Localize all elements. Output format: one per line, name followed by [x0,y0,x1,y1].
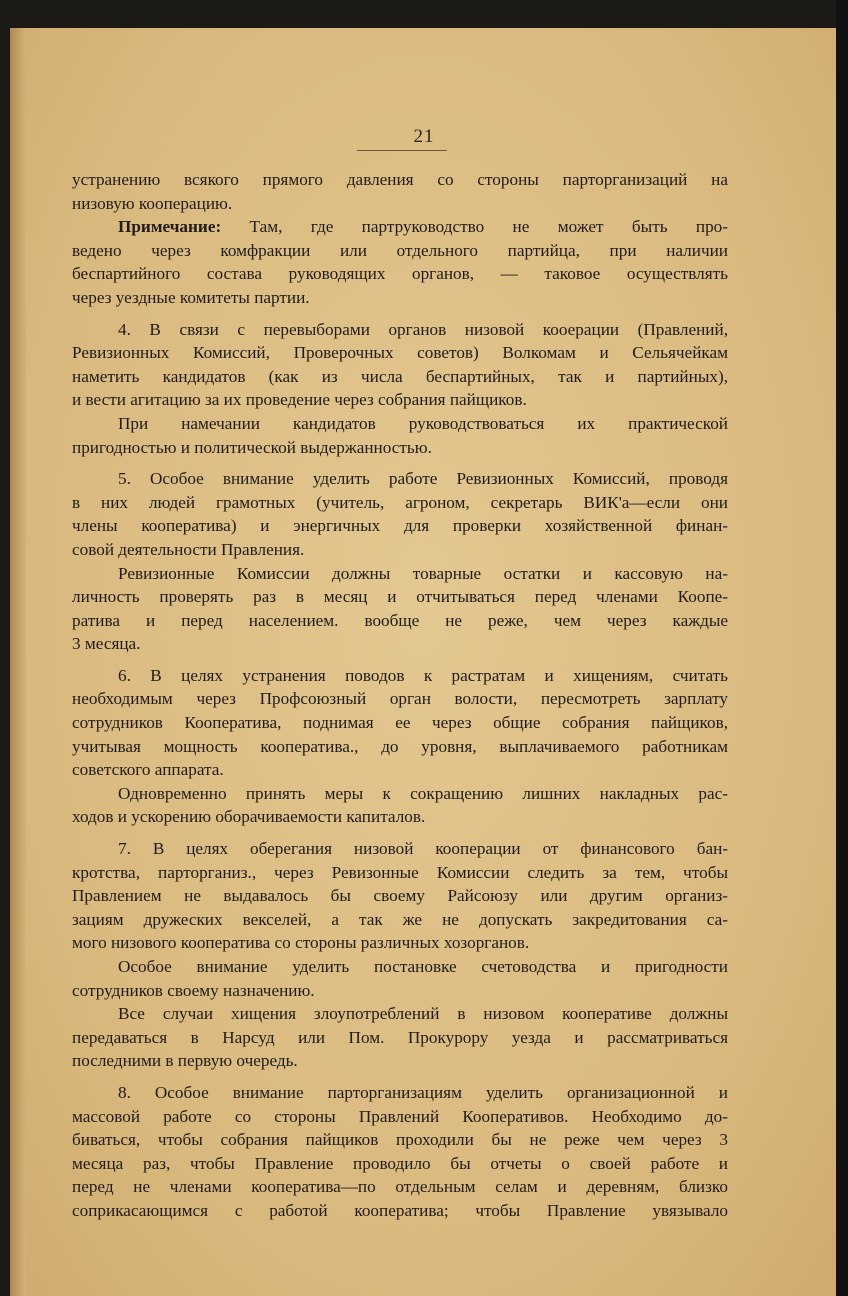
text-line: советского аппарата. [72,760,224,780]
text-line: совой деятельности Правления. [72,539,305,559]
text-line: в них людей грамотных (учитель, агроном, секретарь ВИК'а—если они [72,492,728,512]
text-line: беспартийного состава руководящих органов, — таковое осуществлять [72,264,728,284]
note-label: Примечание: [118,217,222,237]
note-line [72,215,728,239]
text-line: кротства, парторганиз., через Ревизонные Комиссии следить за тем, чтобы [72,862,728,882]
text-line: пригодностью и политической выдержанностью. [72,437,432,457]
text-line: передаваться в Нарсуд или Пом. Прокурору уезда и рассматриваться [72,1027,728,1047]
page-number-rule [357,150,447,151]
text-line: члены кооператива) и энергичных для проверки хозяйственной финан- [72,516,728,536]
text-line: низовую кооперацию. [72,193,233,213]
paragraph-start: 6. В целях устранения поводов к растратам и хищениям, считать [118,665,728,685]
text-line: ведено через комфракции или отдельного партийца, при наличии [72,240,728,260]
paragraph-start: 5. Особое внимание уделить работе Ревизионных Комиссий, проводя [118,469,728,489]
paragraph-start: Все случаи хищения злоупотреблений в низовом кооперативе должны [118,1004,728,1024]
scan-border [836,0,848,1296]
text-line: последними в первую очередь. [72,1051,298,1071]
note-text: Там, где партруководство не может быть про- [249,217,728,237]
text-line: ратива и перед населением. вообще не реже, чем через каждые [72,610,728,630]
text-line: перед не членами кооператива—по отдельным селам и деревням, близко [72,1177,728,1197]
text-line: соприкасающимся с работой кооператива; чтобы Правление увязывало [72,1200,728,1220]
text-line: 3 месяца. [72,634,141,654]
text-line: сотрудников Кооператива, поднимая ее через общие собрания пайщиков, [72,713,728,733]
text-line: массовой работе со стороны Правлений Кооперативов. Необходимо до- [72,1106,728,1126]
text-line: устранению всякого прямого давления со стороны парторганизаций на [72,170,728,189]
page-spine-shadow [10,28,26,1296]
text-line: Правлением не выдавалось бы своему Райсоюзу или другим организ- [72,886,728,906]
paragraph-start: Особое внимание уделить постановке счетоводства и пригодности [118,957,728,976]
text-line: наметить кандидатов (как из числа беспартийных, так и партийных), [72,366,728,386]
paragraph-start: Одновременно принять меры к сокращению лишних накладных рас- [118,783,728,803]
page-number: 21 [413,126,435,147]
paragraph-start: 4. В связи с перевыборами органов низовой кооерации (Правлений, [118,319,728,339]
page-body [72,168,728,1223]
paragraph-start: Ревизионные Комиссии должны товарные остатки и кассовую на- [118,563,728,583]
text-line: необходимым через Профсоюзный орган волости, пересмотреть зарплату [72,689,728,709]
text-line: мого низового кооператива со стороны различных хозорганов. [72,933,530,953]
text-line: личность проверять раз в месяц и отчитываться перед членами Коопе- [72,587,728,607]
text-line: учитывая мощность кооператива., до уровня, выплачиваемого работникам [72,736,728,756]
text-line: биваться, чтобы собрания пайщиков проходили бы не реже чем через 3 [72,1130,728,1150]
text-line: зациям дружеских векселей, а так же не допускать закредитования са- [72,909,728,929]
text-line: через уездные комитеты партии. [72,287,310,307]
text-line: месяца раз, чтобы Правление проводило бы отчеты о своей работе и [72,1153,728,1173]
text-line: ходов и ускорению оборачиваемости капиталов. [72,807,426,827]
paragraph-start: 8. Особое внимание парторганизациям уделить организационной и [118,1082,728,1102]
text-line: сотрудников своему назначению. [72,980,315,1000]
text-line: и вести агитацию за их проведение через собрания пайщиков. [72,390,527,410]
paragraph-start: 7. В целях оберегания низовой кооперации от финансового бан- [118,839,728,859]
paragraph-start: При намечании кандидатов руководствоваться их практической [118,413,728,433]
text-line: Ревизионных Комиссий, Проверочных советов) Волкомам и Сельячейкам [72,343,728,363]
